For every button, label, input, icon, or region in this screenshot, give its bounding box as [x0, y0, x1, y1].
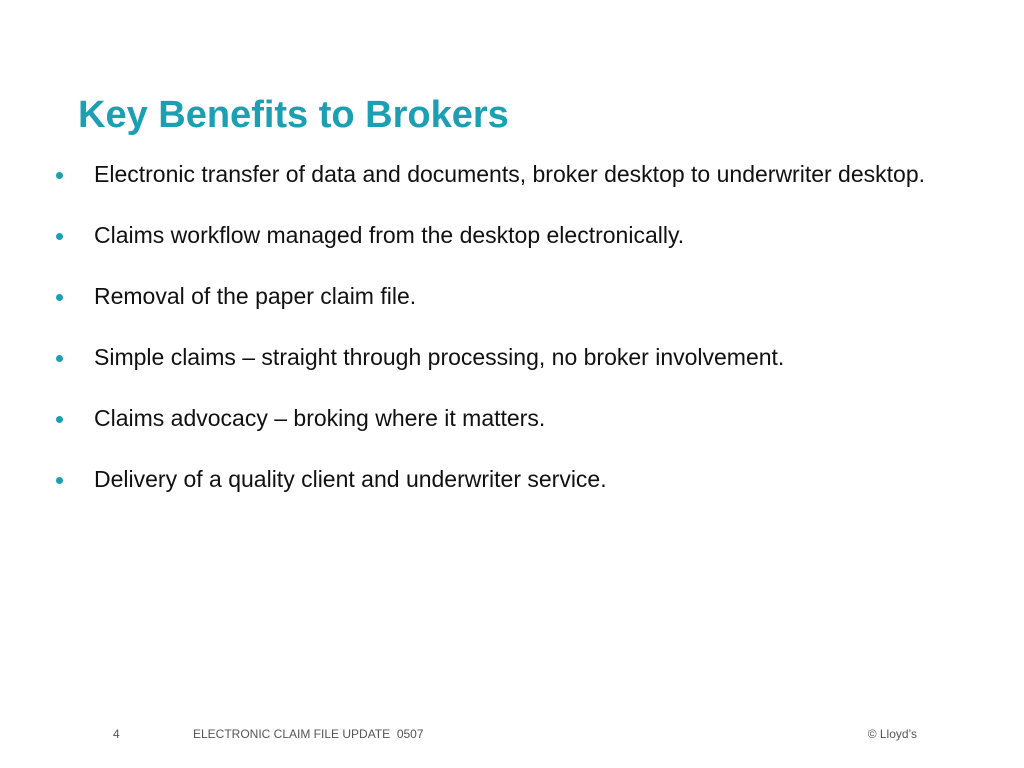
bullet-dot-icon [56, 172, 63, 179]
bullet-text: Delivery of a quality client and underwriter service. [94, 466, 607, 492]
bullet-text: Electronic transfer of data and documents, broker desktop to underwriter desktop. [94, 161, 925, 187]
bullet-dot-icon [56, 355, 63, 362]
bullet-item [0, 404, 934, 433]
bullet-item [0, 343, 934, 372]
footer-copyright: © Lloyd’s [867, 727, 917, 741]
bullet-text: Claims advocacy – broking where it matters. [94, 405, 546, 431]
bullet-item [0, 160, 934, 189]
bullet-list [0, 160, 1024, 526]
footer-document-title: ELECTRONIC CLAIM FILE UPDATE 0507 [193, 727, 424, 741]
bullet-dot-icon [56, 233, 63, 240]
bullet-dot-icon [56, 477, 63, 484]
bullet-text: Removal of the paper claim file. [94, 283, 417, 309]
bullet-text: Simple claims – straight through processing, no broker involvement. [94, 344, 785, 370]
bullet-dot-icon [56, 416, 63, 423]
bullet-item [0, 221, 934, 250]
bullet-text: Claims workflow managed from the desktop electronically. [94, 222, 685, 248]
footer-page-number: 4 [113, 727, 120, 741]
bullet-item [0, 465, 934, 494]
bullet-item [0, 282, 934, 311]
slide-title: Key Benefits to Brokers [78, 94, 509, 136]
bullet-dot-icon [56, 294, 63, 301]
